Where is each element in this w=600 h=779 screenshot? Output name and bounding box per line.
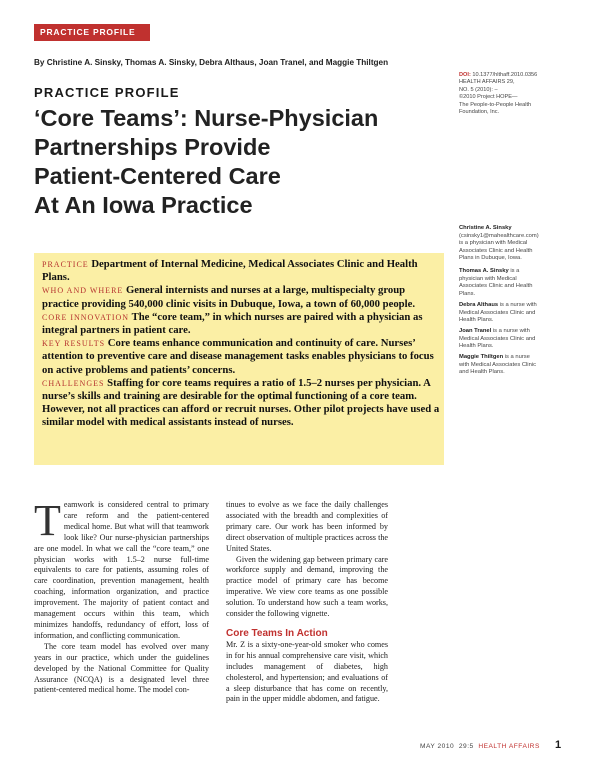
body-paragraph: Given the widening gap between primary care workforce supply and demand, improving the practice model of primary care has become imperative. We view core teams as one possible solution. To understand how such a team works, consider the following vignette. [226,554,388,619]
kicker: PRACTICE PROFILE [34,85,180,100]
summary-text: Department of Internal Medicine, Medical Associates Clinic and Health Plans. [42,258,418,284]
article-meta [459,72,569,116]
drop-cap: T [34,496,61,545]
byline: By Christine A. Sinsky, Thomas A. Sinsky, Debra Althaus, Joan Tranel, and Maggie Thiltgen [34,58,389,67]
body-paragraph: The core team model has evolved over many years in our practice, which under the guidelines developed by the National Committee for Quality Assurance (NCQA) is a designated level three patient-centered medical home. The model con- [34,641,209,695]
meta-line: The People-to-People Health [459,101,532,108]
section-tag [34,24,150,41]
bio-suffix: is a nurse [503,354,530,360]
title-line-3: Patient-Centered Care [34,163,281,189]
meta-line: HEALTH AFFAIRS 29, [459,79,515,86]
summary-core-innovation [42,311,442,337]
bio-suffix: is a nurse with [491,328,530,334]
bio-line: Associates Clinic and Health [459,283,533,290]
bio-line: and Health Plans. [459,369,505,376]
doi-value[interactable]: 10.1377/hlthaff.2010.0356 [472,72,538,78]
summary-practice [42,258,442,284]
author-name: Thomas A. Sinsky [459,268,509,274]
meta-line: NO. 5 (2010): – [459,86,498,93]
body-paragraph: Teamwork is considered central to primary care reform and the patient-centered medical home. But what will that teamwork look like? Our nurse-physician partnerships are one model. In what we call the “core team,” one physician works with 1.5–2 nurse full-time equivalents to care for patients, assuming roles of care coordination, prevention management, health coaching, information organization, and practice improvement. The majority of patient contact and management occurs within this team, which minimizes handoffs, redundancy of effort, loss of information, and conflicting communication. [34,496,209,640]
body-paragraph: tinues to evolve as we face the daily challenges associated with the breadth and complexities of primary care. Our work has been informed by direct observation of multiple practices across the United States. [226,500,388,553]
summary-text: The “core team,” in which nurses are paired with a physician as integral partners in patient care. [42,310,423,337]
summary-box [34,253,444,465]
summary-text: Core teams enhance communication and continuity of care. Nurses’ attention to preventive care and disease management tasks enables physicians to focus on active problems and patients’ concerns. [42,337,434,376]
summary-label: CHALLENGES [42,378,105,388]
author-email[interactable]: (csinsky1@mahealthcare.com) [459,232,539,239]
author-bio-4 [459,328,579,351]
bio-line: Health Plans. [459,317,494,324]
page-footer [420,743,540,750]
summary-key-results [42,337,442,377]
summary-who-where [42,284,442,310]
page-number: 1 [555,739,562,751]
bio-suffix: is a [508,268,520,274]
summary-challenges [42,377,442,430]
bio-line: Associates Clinic and Health [459,247,533,254]
title-line-1: ‘Core Teams’: Nurse-Physician [34,105,379,131]
author-bio-3 [459,302,579,325]
bio-line: is a physician with Medical [459,240,528,247]
footer-issue: 29:5 [458,743,474,750]
author-bio-2 [459,268,579,298]
author-name: Maggie Thiltgen [459,354,504,360]
section-tag-label: PRACTICE PROFILE [40,27,136,37]
bio-line: Health Plans. [459,343,494,350]
body-column-1 [34,496,209,696]
title-line-2: Partnerships Provide [34,134,271,160]
summary-text: General internists and nurses at a large, multispecialty group practice providing 540,000 clinic visits in Dubuque, Iowa, a town of 60,000 people. [42,284,416,310]
author-bio-1 [459,225,579,263]
bio-line: Medical Associates Clinic and [459,335,536,342]
bio-line: with Medical Associates Clinic [459,361,536,368]
title-line-4: At An Iowa Practice [34,192,253,218]
doi-label: DOI: [459,72,471,78]
author-bio-5 [459,354,579,377]
body-paragraph: Mr. Z is a sixty-one-year-old smoker who comes in for his annual comprehensive care visit, which includes management of diabetes, high cholesterol, and hypertension; and evaluations of a sleep disturbance that has come on recently, pain in the upper middle abdomen, and fatigue. [226,639,388,704]
meta-line: Foundation, Inc. [459,109,500,116]
bio-suffix: is a nurse with [498,302,537,308]
author-name: Christine A. Sinsky [459,225,512,231]
bio-line: physician with Medical [459,275,517,282]
bio-line: Plans in Dubuque, Iowa. [459,255,522,262]
author-name: Joan Tranel [459,328,492,334]
summary-label: CORE INNOVATION [42,312,130,322]
body-column-2 [226,500,388,705]
footer-journal: HEALTH AFFAIRS [478,743,540,750]
summary-label: PRACTICE [42,260,89,269]
author-name: Debra Althaus [459,302,499,308]
summary-label: WHO AND WHERE [42,286,124,296]
bio-line: Plans. [459,290,476,297]
footer-date: MAY 2010 [420,743,455,750]
summary-text: Staffing for core teams requires a ratio of 1.5–2 nurses per physician. A nurse’s skills and training are desirable for the optimal functioning of a core team. However, not all practices can afford or recruit nurses. Other pilot projects have used a similar model with medical assistants instead of nurses. [42,376,440,429]
section-heading: Core Teams In Action [226,627,328,639]
summary-label: KEY RESULTS [42,339,106,349]
meta-line: ©2010 Project HOPE— [459,94,518,101]
bio-line: Medical Associates Clinic and [459,309,536,316]
